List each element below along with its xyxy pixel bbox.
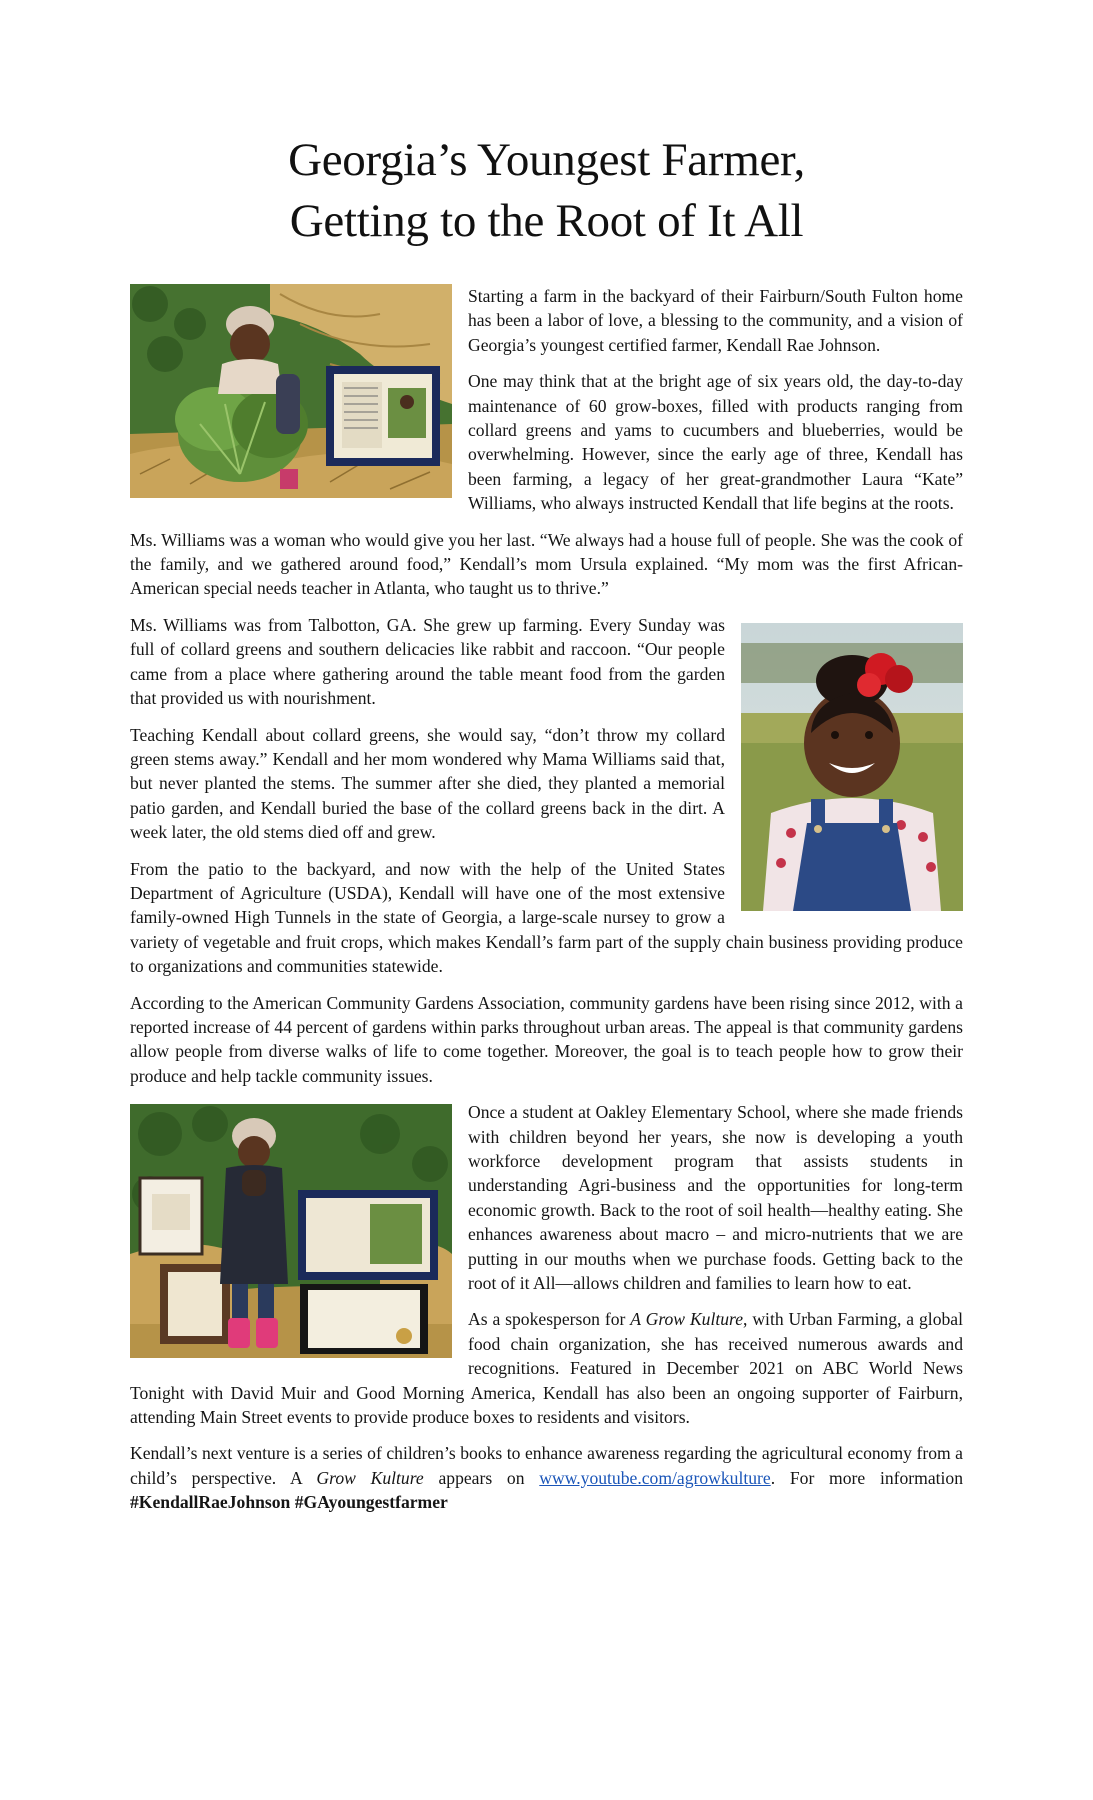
paragraph-4: Ms. Williams was from Talbotton, GA. She grew up farming. Every Sunday was full of collard greens and southern delicacies like rabbit and raccoon. “Our people came from a place where gathering around the table meant food from the garden that provided us with nourishment.	[130, 614, 725, 709]
youtube-link[interactable]: www.youtube.com/agrowkulture	[539, 1467, 771, 1488]
paragraph-6: From the patio to the backyard, and now with the help of the United States Department of Agriculture (USDA), Kendall will have one of the most extensive family-owned High Tunnels in the state of Georgia, a large-scale nursey to grow a variety of vegetable and fruit crops, which makes Kendall’s farm part of the supply chain business providing produce to organizations and communities statewide.	[130, 858, 963, 977]
paragraph-7: According to the American Community Gardens Association, community gardens have been rising since 2012, with a reported increase of 44 percent of gardens within parks throughout urban areas. The appeal is that community gardens allow people from diverse walks of life to come together. Moreover, the goal is to teach people how to grow their produce and help tackle community issues.	[130, 992, 963, 1086]
paragraph-9-part-a: As a spokesperson for	[468, 1309, 631, 1330]
paragraph-8: Once a student at Oakley Elementary School, where she made friends with children beyond her years, she now is developing a youth workforce development program that assists students in understanding Agri-business and the opportunities for long-term economic growth. Back to the root of soil health—healthy eating. She enhances awareness about macro – and micro-nutrients that we are putting in our mouths when we purchase foods. Getting back to the root of it All—allows children and families to learn how to eat.	[468, 1102, 963, 1294]
paragraph-9-emphasis: A Grow Kulture	[630, 1309, 744, 1330]
paragraph-10-part-b: appears on	[423, 1467, 540, 1488]
article-body	[130, 284, 963, 1527]
paragraph-10-part-a: Kendall’s next venture is a series of children’s books to enhance awareness regarding the agricultural economy from a child’s perspective. A	[130, 1443, 963, 1488]
paragraph-1: Starting a farm in the backyard of their Fairburn/South Fulton home has been a labor of love, a blessing to the community, and a vision of Georgia’s youngest certified farmer, Kendall Rae Johnson.	[468, 286, 963, 355]
photo-girl-with-collards-art	[130, 284, 452, 498]
paragraph-5: Teaching Kendall about collard greens, she would say, “don’t throw my collard green stems away.” Kendall and her mom wondered why Mama Williams said that, but never planted the stems. The summer after she died, they planted a memorial patio garden, and Kendall buried the base of the collard greens back in the dirt. A week later, the old stems died off and grew.	[130, 724, 725, 843]
paragraph-2: One may think that at the bright age of six years old, the day-to-day maintenance of 60 grow-boxes, filled with products ranging from collard greens and yams to cucumbers and blueberries, would be overwhelming. However, since the early age of three, Kendall has been farming, a legacy of her great-grandmother Laura “Kate” Williams, who always instructed Kendall that life begins at the roots.	[468, 371, 963, 514]
photo-girl-with-awards-art	[130, 1104, 452, 1358]
paragraph-10	[130, 1441, 963, 1514]
paragraph-10-part-c: . For more information	[770, 1467, 964, 1488]
title-line-2: Getting to the Root of It All	[289, 195, 804, 247]
photo-girl-with-awards	[130, 1104, 452, 1358]
photo-girl-red-bow-art	[741, 623, 963, 911]
article-title	[130, 130, 963, 252]
hashtags: #KendallRaeJohnson #GAyoungestfarmer	[130, 1492, 448, 1513]
paragraph-9-part-b: , with Urban Farming, a global food chain organization, she has received numerous awards and recognitions. Featured in December 2021 on ABC World News Tonight with David Muir and Good Morning America, Kendall has also been an ongoing supporter of Fairburn, attending Main Street events to provide produce boxes to residents and visitors.	[130, 1309, 963, 1428]
title-line-1: Georgia’s Youngest Farmer,	[288, 134, 805, 186]
paragraph-10-emphasis: Grow Kulture	[316, 1467, 424, 1488]
photo-girl-red-bow	[741, 623, 963, 911]
photo-girl-with-collards	[130, 284, 452, 498]
paragraph-3: Ms. Williams was a woman who would give you her last. “We always had a house full of people. She was the cook of the family, and we gathered around food,” Kendall’s mom Ursula explained. “My mom was the first African-American special needs teacher in Atlanta, who taught us to thrive.”	[130, 529, 963, 599]
